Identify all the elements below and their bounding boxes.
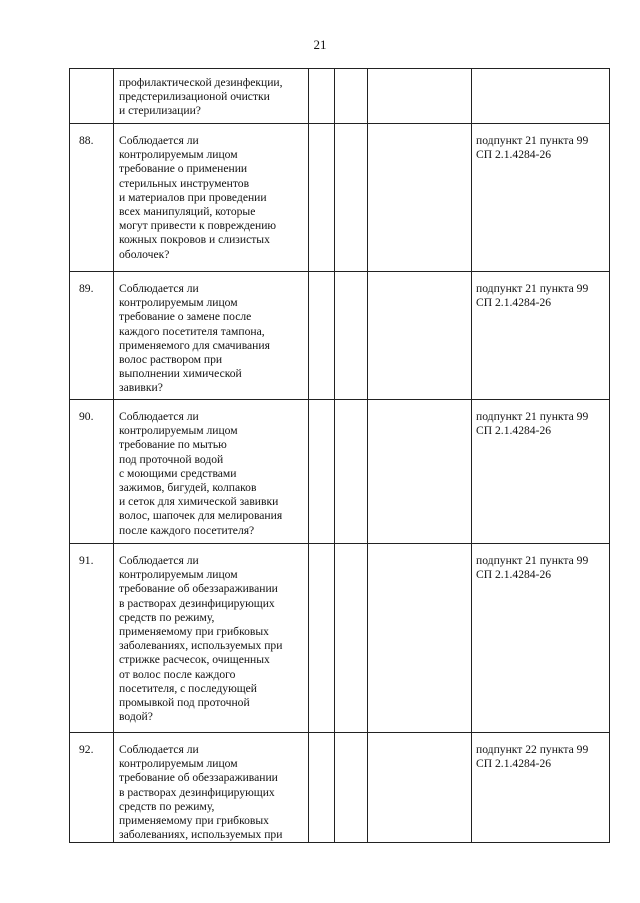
table-row	[70, 544, 610, 733]
table-row	[70, 733, 610, 843]
answer-na-cell	[368, 69, 472, 124]
reference-text: подпункт 21 пункта 99 СП 2.1.4284-26	[476, 282, 589, 310]
question-text: Соблюдается ли контролируемым лицом требование о применении стерильных инструментов и материалов при проведении всех манипуляций, которые могут привести к повреждению кожных покровов и слизистых оболочек?	[119, 134, 277, 261]
answer-no-cell	[335, 124, 368, 272]
reference-cell	[472, 733, 610, 843]
answer-no-cell	[335, 733, 368, 843]
row-number-cell	[70, 544, 114, 733]
answer-no-cell	[335, 69, 368, 124]
table-row	[70, 400, 610, 544]
answer-no-cell	[335, 400, 368, 544]
question-text: Соблюдается ли контролируемым лицом требование о замене после каждого посетителя тампона, применяемого для смачивания волос раствором при выполнении химической завивки?	[119, 282, 270, 395]
row-number-cell	[70, 733, 114, 843]
row-number: 91.	[79, 554, 94, 567]
question-cell	[114, 124, 309, 272]
reference-text: подпункт 22 пункта 99 СП 2.1.4284-26	[476, 743, 589, 771]
row-number: 89.	[79, 282, 94, 295]
reference-cell	[472, 272, 610, 400]
table-row	[70, 272, 610, 400]
row-number-cell	[70, 69, 114, 124]
row-number: 90.	[79, 410, 94, 423]
answer-na-cell	[368, 544, 472, 733]
question-text: профилактической дезинфекции, предстерилизационой очистки и стерилизации?	[119, 76, 283, 118]
row-number: 88.	[79, 134, 94, 147]
question-cell	[114, 544, 309, 733]
row-number-cell	[70, 272, 114, 400]
question-cell	[114, 400, 309, 544]
table-row	[70, 124, 610, 272]
reference-text	[472, 69, 609, 79]
answer-no-cell	[335, 272, 368, 400]
reference-text: подпункт 21 пункта 99 СП 2.1.4284-26	[476, 554, 589, 582]
row-number: 92.	[79, 743, 94, 756]
checklist-table	[69, 68, 610, 843]
row-number-cell	[70, 124, 114, 272]
answer-yes-cell	[309, 733, 335, 843]
answer-na-cell	[368, 124, 472, 272]
question-text: Соблюдается ли контролируемым лицом требование об обеззараживании в растворах дезинфицирующих средств по режиму, применяемому при грибковых заболеваниях, используемых при стрижке расчесок, очищенных от волос после каждого посетителя, с последующей промывкой под проточной водой?	[119, 554, 283, 724]
answer-na-cell	[368, 272, 472, 400]
reference-cell	[472, 124, 610, 272]
question-text: Соблюдается ли контролируемым лицом требование по мытью под проточной водой с моющими средствами зажимов, бигудей, колпаков и сеток для химической завивки волос, шапочек для мелирования после каждого посетителя?	[119, 410, 283, 537]
row-number	[70, 69, 113, 79]
question-cell	[114, 272, 309, 400]
reference-text: подпункт 21 пункта 99 СП 2.1.4284-26	[476, 410, 589, 438]
row-number-cell	[70, 400, 114, 544]
table-row	[70, 69, 610, 124]
answer-yes-cell	[309, 69, 335, 124]
answer-yes-cell	[309, 124, 335, 272]
page-number: 21	[313, 37, 327, 52]
answer-yes-cell	[309, 544, 335, 733]
answer-na-cell	[368, 733, 472, 843]
answer-no-cell	[335, 544, 368, 733]
answer-yes-cell	[309, 272, 335, 400]
question-cell	[114, 733, 309, 843]
reference-cell	[472, 400, 610, 544]
reference-text: подпункт 21 пункта 99 СП 2.1.4284-26	[476, 134, 589, 162]
reference-cell	[472, 544, 610, 733]
question-cell	[114, 69, 309, 124]
reference-cell	[472, 69, 610, 124]
answer-yes-cell	[309, 400, 335, 544]
question-text: Соблюдается ли контролируемым лицом требование об обеззараживании в растворах дезинфицирующих средств по режиму, применяемому при грибковых заболеваниях, используемых при	[119, 743, 283, 842]
answer-na-cell	[368, 400, 472, 544]
